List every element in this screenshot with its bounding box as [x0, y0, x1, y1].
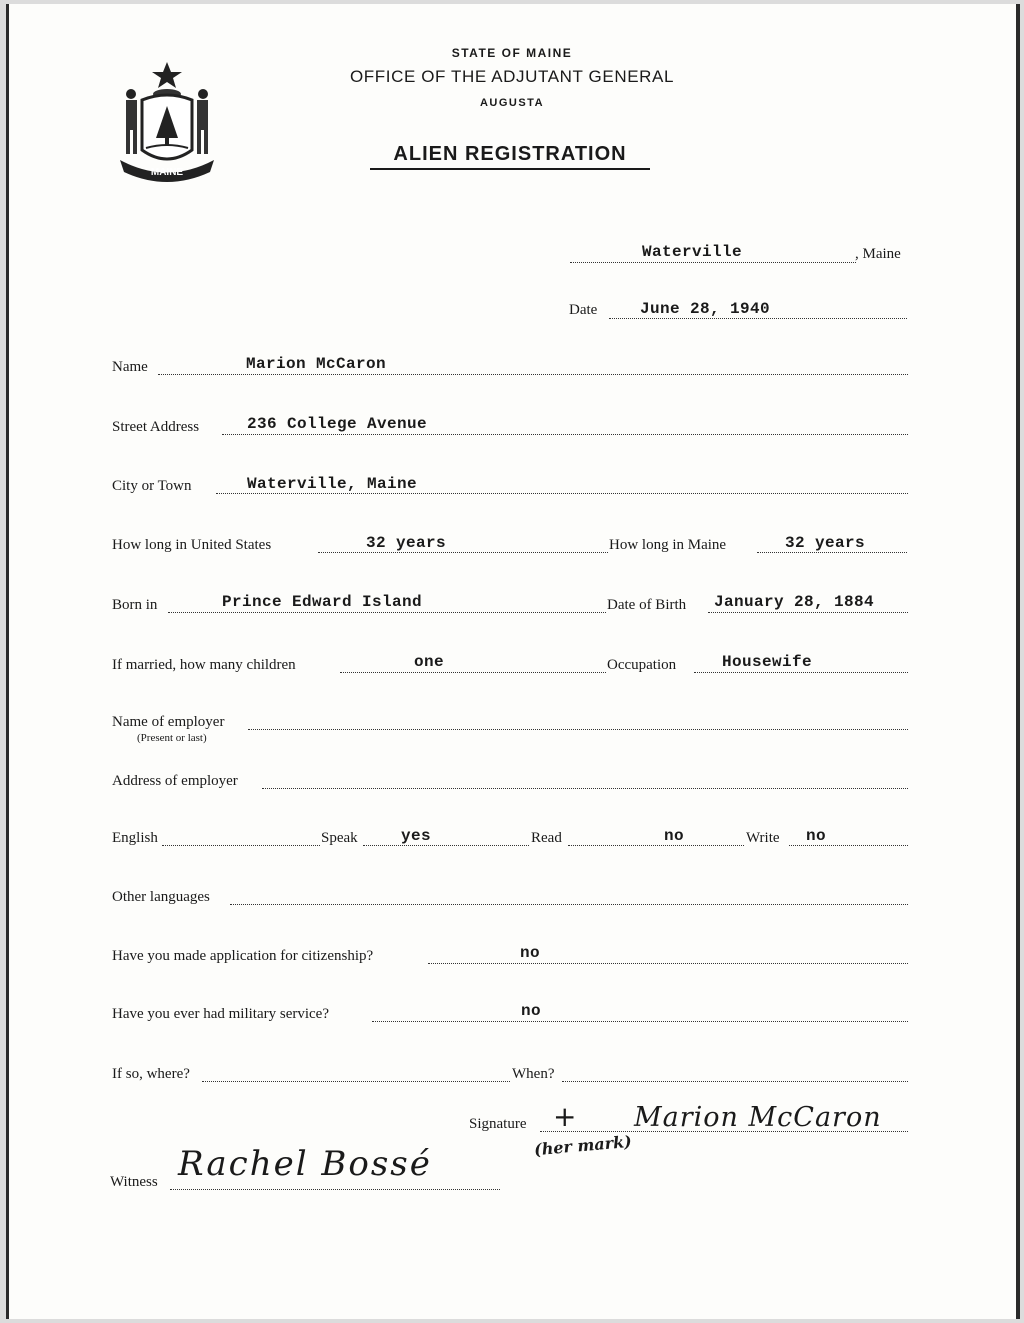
us-years-value: 32 years — [366, 534, 447, 552]
read-label: Read — [531, 830, 562, 846]
place-suffix: , Maine — [855, 246, 901, 262]
born-value: Prince Edward Island — [222, 593, 423, 611]
speak-value: yes — [401, 827, 432, 845]
speak-line — [363, 845, 529, 846]
military-label: Have you ever had military service? — [112, 1006, 329, 1022]
military-line — [372, 1021, 908, 1022]
state-heading: STATE OF MAINE — [451, 46, 573, 60]
maine-years-value: 32 years — [785, 534, 866, 552]
read-line — [568, 845, 744, 846]
other-languages-line — [230, 904, 908, 905]
witness-signature: Rachel Bossé — [178, 1144, 432, 1184]
military-value: no — [521, 1002, 542, 1020]
witness-line — [170, 1189, 500, 1190]
dob-line — [708, 612, 908, 613]
read-value: no — [664, 827, 685, 845]
employer-label: Name of employer — [112, 714, 225, 730]
us-years-line — [318, 552, 608, 553]
born-line — [168, 612, 606, 613]
city-value: Waterville, Maine — [247, 475, 418, 493]
city-line — [216, 493, 908, 494]
us-years-label: How long in United States — [112, 537, 272, 553]
name-line — [158, 374, 908, 375]
signature-value: Marion McCaron — [634, 1102, 882, 1133]
occupation-line — [694, 672, 908, 673]
write-value: no — [806, 827, 827, 845]
children-line — [340, 672, 606, 673]
date-value: June 28, 1940 — [640, 300, 771, 318]
street-value: 236 College Avenue — [247, 415, 428, 433]
citizenship-value: no — [520, 944, 541, 962]
where-line — [202, 1081, 510, 1082]
svg-text:MAINE: MAINE — [150, 167, 184, 178]
occupation-label: Occupation — [607, 657, 677, 673]
form-title: ALIEN REGISTRATION — [370, 143, 650, 170]
english-label: English — [112, 830, 158, 846]
write-label: Write — [746, 830, 780, 846]
dob-value: January 28, 1884 — [714, 593, 875, 611]
date-line — [609, 318, 907, 319]
maine-years-label: How long in Maine — [609, 537, 727, 553]
name-label: Name — [112, 359, 148, 375]
employer-line — [248, 729, 908, 730]
her-mark-cross-icon: + — [553, 1100, 577, 1133]
employer-address-line — [262, 788, 908, 789]
street-line — [222, 434, 908, 435]
other-languages-label: Other languages — [112, 889, 210, 905]
employer-address-label: Address of employer — [112, 773, 238, 789]
where-label: If so, where? — [112, 1066, 190, 1082]
maine-years-line — [757, 552, 907, 553]
born-label: Born in — [112, 597, 158, 613]
citizenship-label: Have you made application for citizenship? — [112, 948, 374, 964]
when-label: When? — [512, 1066, 555, 1082]
date-label: Date — [569, 302, 598, 318]
city-label: City or Town — [112, 478, 192, 494]
citizenship-line — [428, 963, 908, 964]
dob-label: Date of Birth — [607, 597, 687, 613]
name-value: Marion McCaron — [246, 355, 387, 373]
witness-label: Witness — [110, 1174, 158, 1190]
place-line — [570, 262, 856, 263]
city-heading: AUGUSTA — [479, 97, 545, 109]
write-line — [789, 845, 908, 846]
signature-mark-note: (her mark) — [533, 1131, 633, 1160]
when-line — [562, 1081, 908, 1082]
occupation-value: Housewife — [722, 653, 813, 671]
employer-sublabel: (Present or last) — [137, 732, 207, 744]
street-label: Street Address — [112, 419, 200, 435]
place-value: Waterville — [642, 243, 743, 261]
children-label: If married, how many children — [112, 657, 296, 673]
english-line — [162, 845, 320, 846]
children-value: one — [414, 653, 445, 671]
signature-label: Signature — [469, 1116, 527, 1132]
speak-label: Speak — [321, 830, 358, 846]
office-heading: OFFICE OF THE ADJUTANT GENERAL — [349, 67, 675, 86]
